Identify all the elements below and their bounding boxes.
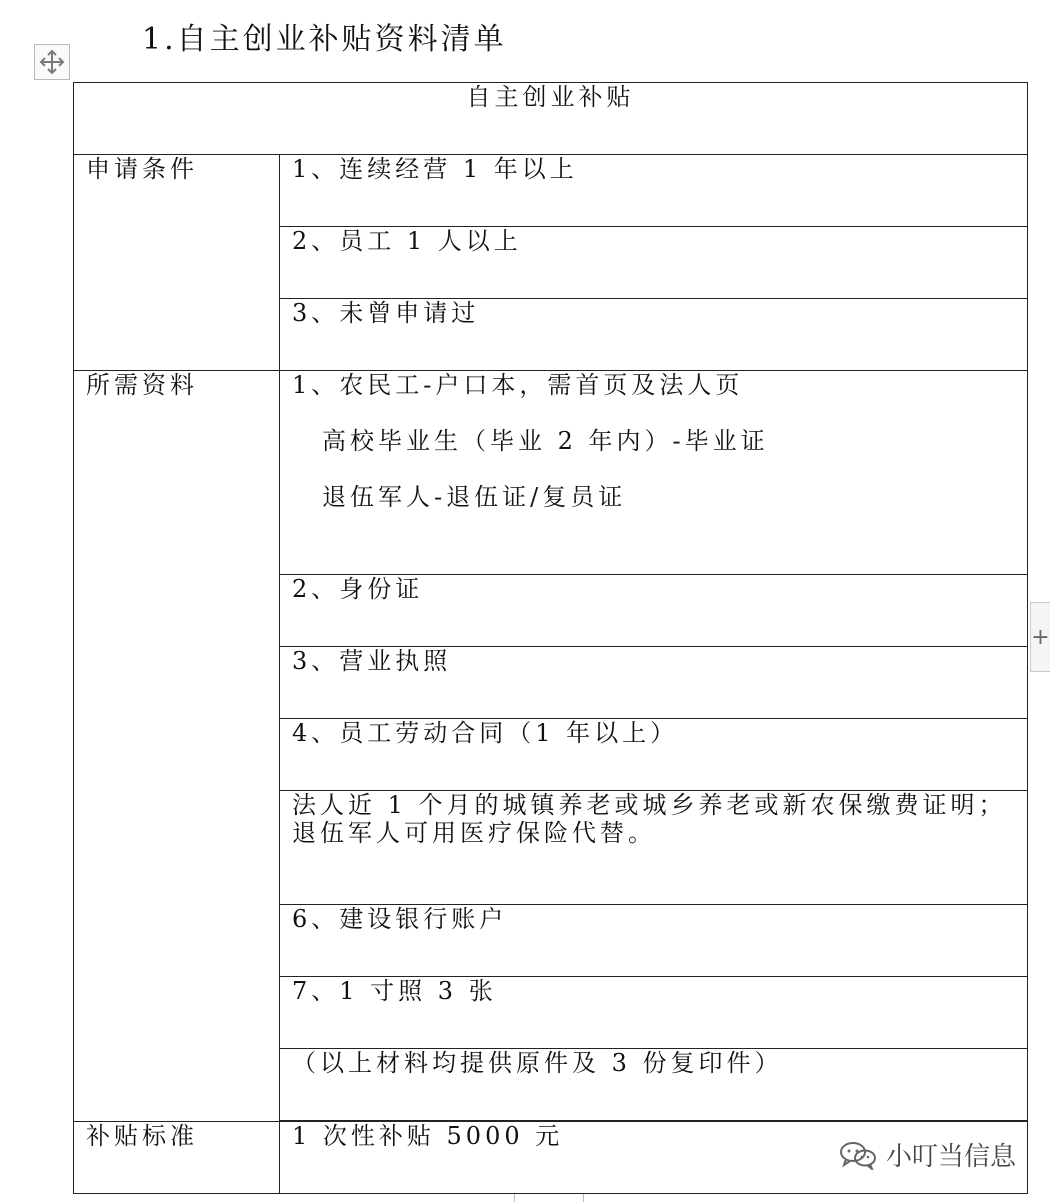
material-line: 法人近 1 个月的城镇养老或城乡养老或新农保缴费证明； <box>292 791 1007 819</box>
watermark-text: 小叮当信息 <box>886 1142 1017 1172</box>
standard-label: 补贴标准 <box>74 1122 280 1194</box>
material-item-6: 6、建设银行账户 <box>280 905 1028 977</box>
material-line: 退伍军人-退伍证/复员证 <box>322 483 627 511</box>
table-title-row <box>74 83 1028 155</box>
condition-item: 3、未曾申请过 <box>280 299 1028 371</box>
material-line: 退伍军人可用医疗保险代替。 <box>292 819 656 847</box>
material-item-2: 2、身份证 <box>280 575 1028 647</box>
conditions-label: 申请条件 <box>74 155 280 371</box>
materials-label: 所需资料 <box>74 371 280 1122</box>
table-title: 自主创业补贴 <box>74 83 1028 155</box>
plus-icon: + <box>1031 624 1050 650</box>
condition-item: 1、连续经营 1 年以上 <box>280 155 1028 227</box>
subsidy-table <box>73 82 1028 1194</box>
table-move-handle[interactable] <box>34 44 70 80</box>
material-item-5 <box>280 791 1028 905</box>
move-arrows-icon <box>38 48 66 76</box>
standard-value: 1 次性补贴 5000 元 <box>280 1122 1028 1194</box>
condition-item: 2、员工 1 人以上 <box>280 227 1028 299</box>
table-row <box>74 371 1028 575</box>
side-expand-tab[interactable] <box>1030 602 1050 672</box>
watermark <box>838 1136 1016 1173</box>
material-item-3: 3、营业执照 <box>280 647 1028 719</box>
material-item-4: 4、员工劳动合同（1 年以上） <box>280 719 1028 791</box>
material-note: （以上材料均提供原件及 3 份复印件） <box>280 1049 1028 1121</box>
material-item-1 <box>280 371 1028 575</box>
document-heading: 1.自主创业补贴资料清单 <box>142 22 507 57</box>
material-line: 高校毕业生（毕业 2 年内）-毕业证 <box>322 427 769 455</box>
material-item-7: 7、1 寸照 3 张 <box>280 977 1028 1049</box>
page-bottom-marker <box>514 1194 584 1202</box>
material-line: 1、农民工-户口本，需首页及法人页 <box>292 371 744 399</box>
wechat-icon <box>838 1140 878 1170</box>
table-row <box>74 155 1028 227</box>
